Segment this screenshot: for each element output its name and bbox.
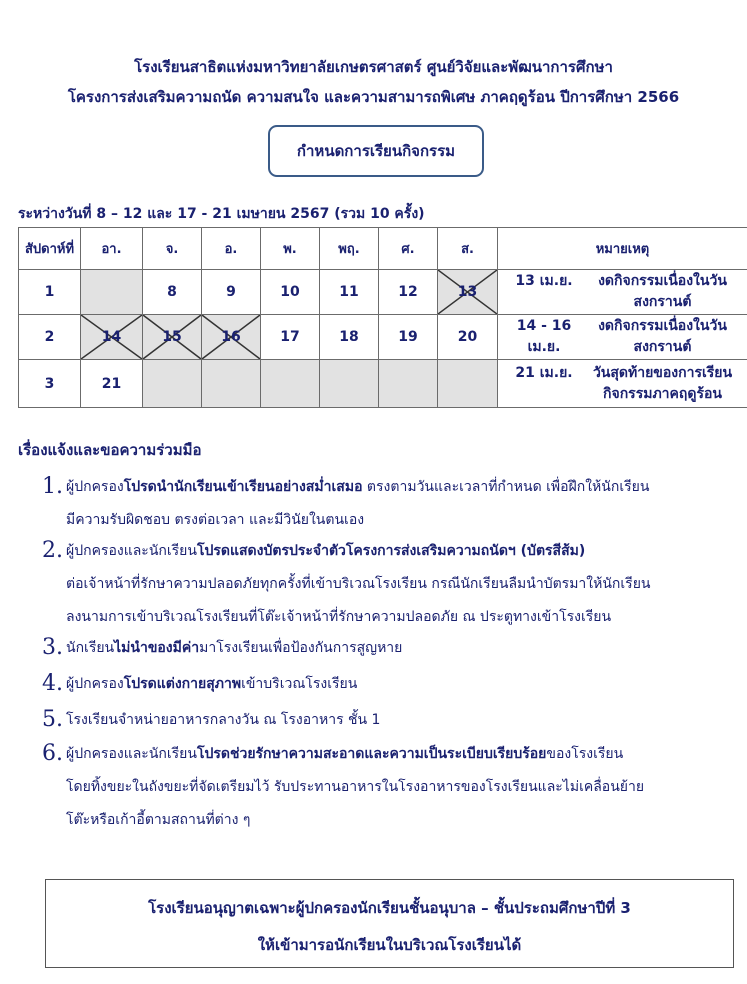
item-text: ผู้ปกครอง (66, 676, 124, 692)
col-header: สัปดาห์ที่ (19, 228, 81, 270)
note-cell (498, 360, 747, 408)
note-cell (498, 270, 747, 315)
item-text: โรงเรียนจำหน่ายอาหารกลางวัน ณ โรงอาหาร ชั้น 1 (66, 712, 381, 728)
item-number: 5. (42, 707, 63, 732)
week-cell: 3 (19, 360, 81, 408)
col-header: พฤ. (320, 228, 379, 270)
day-cell-empty (81, 270, 143, 315)
table-row (19, 315, 747, 360)
day-cell-empty (320, 360, 379, 408)
note-text: วันสุดท้ายของการเรียน กิจกรรมภาคฤดูร้อน (592, 364, 733, 402)
notice-item-1 (42, 470, 649, 537)
notice-item-6 (42, 737, 644, 837)
parent-access-notice (45, 879, 734, 968)
item-emphasis: ไม่นำของมีค่า (114, 640, 200, 656)
item-text: เข้าบริเวณโรงเรียน (241, 676, 358, 692)
item-continuation: มีความรับผิดชอบ ตรงต่อเวลา และมีวินัยในตนเอง (66, 512, 365, 528)
day-number: 13 (457, 284, 478, 300)
item-continuation: โดยทิ้งขยะในถังขยะที่จัดเตรียมไว้ รับประทานอาหารในโรงอาหารของโรงเรียนและไม่เคลื่อนย้าย (66, 779, 645, 795)
day-number: 16 (221, 329, 241, 345)
item-number: 4. (42, 671, 63, 696)
day-cell-empty (438, 360, 498, 408)
day-cell: 19 (379, 315, 438, 360)
day-cell-cancelled (202, 315, 261, 360)
item-emphasis: โปรดแสดงบัตรประจำตัวโครงการส่งเสริมความถนัดฯ (บัตรสีส้ม) (196, 543, 586, 559)
day-cell-cancelled (81, 315, 143, 360)
col-header: ส. (438, 228, 498, 270)
col-header: ศ. (379, 228, 438, 270)
item-emphasis: โปรดนำนักเรียนเข้าเรียนอย่างสม่ำเสมอ (123, 479, 363, 495)
day-number: 15 (162, 329, 182, 345)
note-cell (498, 315, 747, 360)
item-text: ผู้ปกครองและนักเรียน (66, 746, 197, 762)
item-text: มาโรงเรียนเพื่อป้องกันการสูญหาย (199, 640, 403, 656)
col-header: อา. (81, 228, 143, 270)
day-cell: 12 (379, 270, 438, 315)
school-title: โรงเรียนสาธิตแห่งมหาวิทยาลัยเกษตรศาสตร์ ศูนย์วิจัยและพัฒนาการศึกษา (134, 58, 613, 76)
period-text: ระหว่างวันที่ 8 – 12 และ 17 - 21 เมษายน 2567 (รวม 10 ครั้ง) (18, 206, 425, 222)
day-cell: 20 (438, 315, 498, 360)
notice-item-3 (42, 631, 402, 665)
notice-item-2 (42, 534, 650, 634)
footer-line-2: ให้เข้ามารอนักเรียนในบริเวณโรงเรียนได้ (257, 936, 522, 954)
schedule-table (18, 227, 747, 408)
note-date: 21 เม.ย. (515, 364, 573, 381)
col-header: อ. (202, 228, 261, 270)
item-number: 3. (42, 635, 63, 660)
activity-schedule-label: กำหนดการเรียนกิจกรรม (268, 125, 484, 177)
day-cell: 17 (261, 315, 320, 360)
day-cell-empty (261, 360, 320, 408)
day-cell-empty (379, 360, 438, 408)
note-date: 14 - 16 เม.ย. (516, 318, 572, 355)
day-cell-empty (202, 360, 261, 408)
item-continuation: โต๊ะหรือเก้าอี้ตามสถานที่ต่าง ๆ (66, 812, 251, 828)
day-cell-cancelled (438, 270, 498, 315)
item-text: ตรงตามวันและเวลาที่กำหนด เพื่อฝึกให้นักเรียน (362, 479, 650, 495)
item-continuation: ต่อเจ้าหน้าที่รักษาความปลอดภัยทุกครั้งที่เข้าบริเวณโรงเรียน กรณีนักเรียนลืมนำบัตรมาให้นักเรียน (66, 576, 651, 592)
day-number: 14 (101, 329, 122, 345)
col-header: จ. (143, 228, 202, 270)
day-cell: 9 (202, 270, 261, 315)
item-text: ผู้ปกครอง (66, 479, 124, 495)
day-cell-empty (143, 360, 202, 408)
day-cell: 11 (320, 270, 379, 315)
program-title: โครงการส่งเสริมความถนัด ความสนใจ และความสามารถพิเศษ ภาคฤดูร้อน ปีการศึกษา 2566 (67, 88, 680, 106)
item-text: นักเรียน (66, 640, 115, 656)
item-number: 2. (42, 538, 63, 563)
day-cell-cancelled (143, 315, 202, 360)
note-date: 13 เม.ย. (515, 273, 573, 289)
day-cell: 8 (143, 270, 202, 315)
item-emphasis: โปรดแต่งกายสุภาพ (123, 676, 242, 692)
day-cell: 18 (320, 315, 379, 360)
table-row (19, 360, 747, 408)
notices-title: เรื่องแจ้งและขอความร่วมมือ (18, 441, 202, 459)
notice-item-5 (42, 703, 380, 737)
footer-line-1: โรงเรียนอนุญาตเฉพาะผู้ปกครองนักเรียนชั้นอนุบาล – ชั้นประถมศึกษาปีที่ 3 (148, 899, 631, 917)
table-row (19, 270, 747, 315)
item-text: ของโรงเรียน (546, 746, 624, 762)
col-header: หมายเหตุ (498, 228, 747, 270)
item-emphasis: โปรดช่วยรักษาความสะอาดและความเป็นระเบียบเรียบร้อย (196, 746, 547, 762)
item-continuation: ลงนามการเข้าบริเวณโรงเรียนที่โต๊ะเจ้าหน้าที่รักษาความปลอดภัย ณ ประตูทางเข้าโรงเรียน (66, 609, 612, 625)
week-cell: 2 (19, 315, 81, 360)
day-cell: 21 (81, 360, 143, 408)
col-header: พ. (261, 228, 320, 270)
notice-item-4 (42, 667, 357, 701)
note-text: งดกิจกรรมเนื่องในวัน สงกรานต์ (598, 273, 727, 310)
item-number: 6. (42, 741, 63, 766)
week-cell: 1 (19, 270, 81, 315)
item-number: 1. (42, 474, 63, 499)
day-cell: 10 (261, 270, 320, 315)
item-text: ผู้ปกครองและนักเรียน (66, 543, 197, 559)
table-header-row (19, 228, 747, 270)
note-text: งดกิจกรรมเนื่องในวัน สงกรานต์ (598, 318, 727, 355)
